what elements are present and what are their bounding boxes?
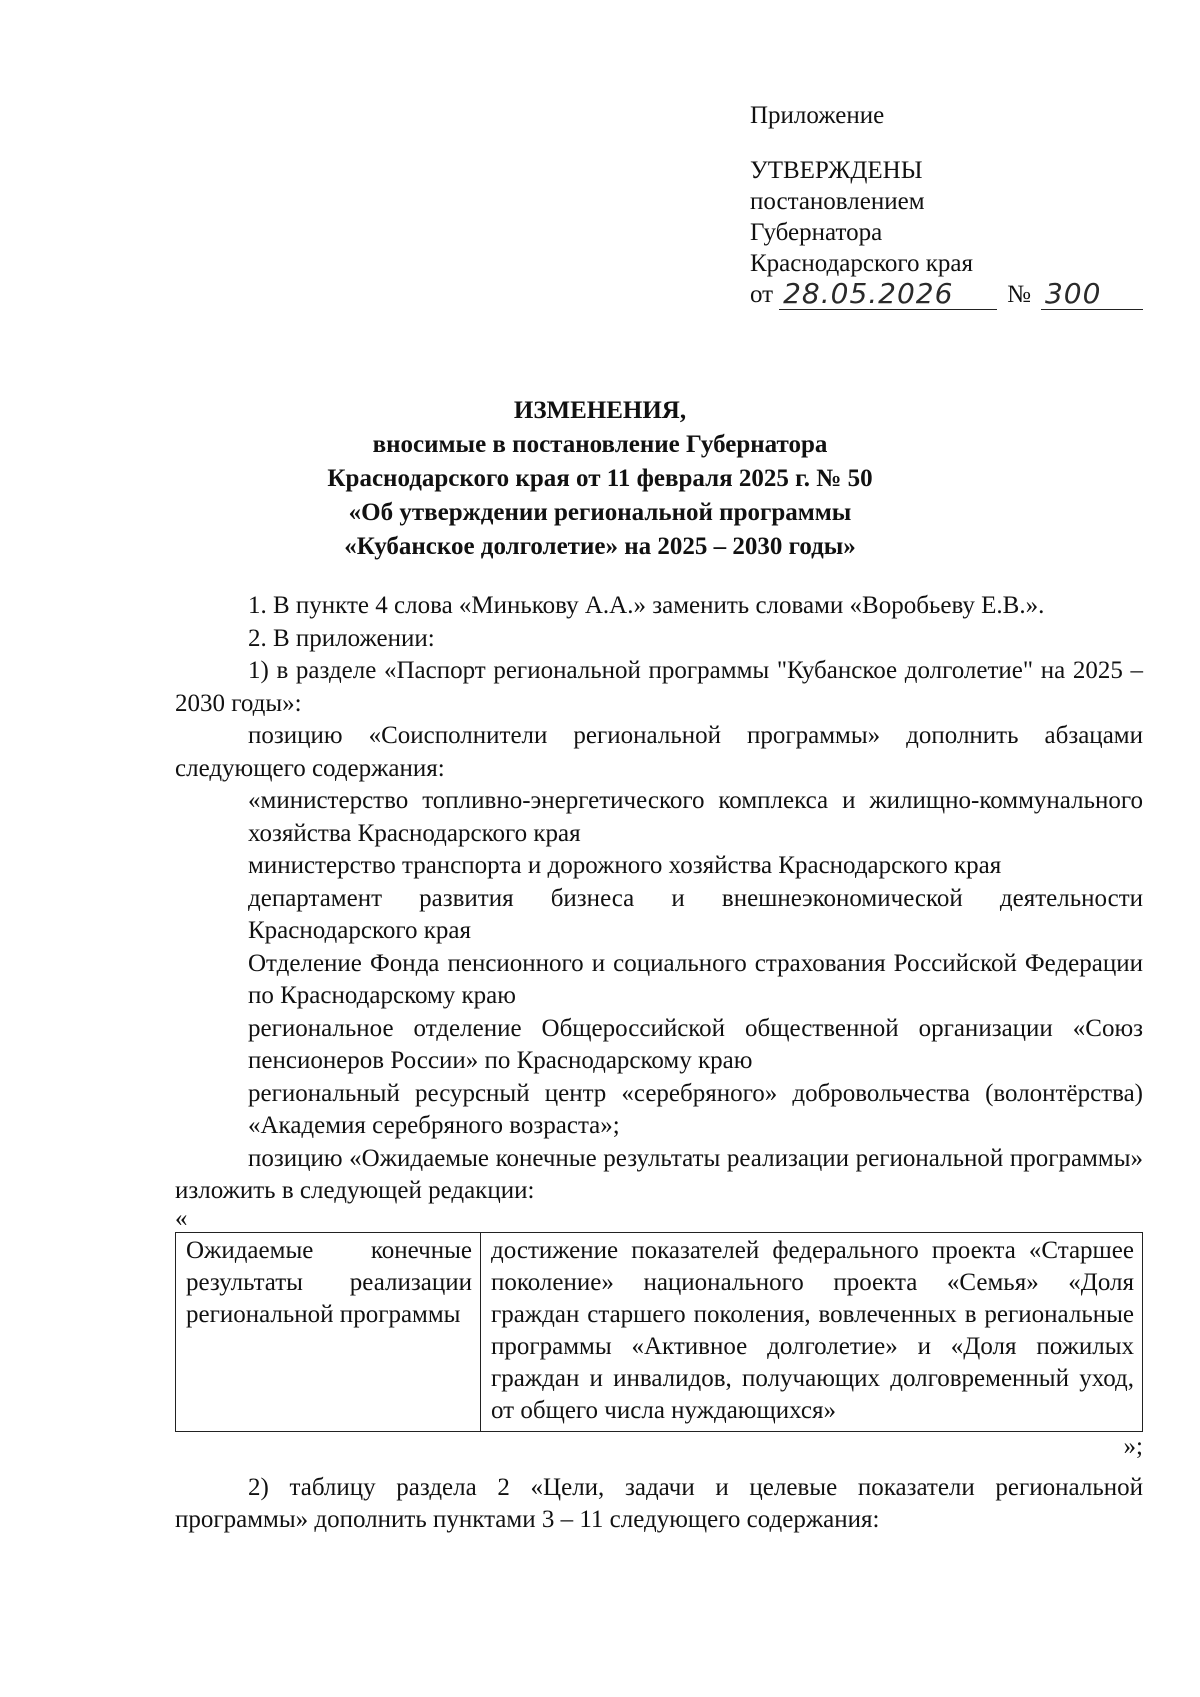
quoted-paragraph: региональный ресурсный центр «серебряного» добровольчества (волонтёрства) «Академия серебряного возраста»; <box>248 1079 1143 1139</box>
document-body <box>175 590 1143 1537</box>
from-label: от <box>750 281 774 308</box>
title-line-2: вносимые в постановление Губернатора <box>372 431 828 458</box>
title-line-5: «Кубанское долголетие» на 2025 – 2030 годы» <box>344 533 856 560</box>
title-line-1: ИЗМЕНЕНИЯ, <box>513 397 687 424</box>
quoted-paragraph: Отделение Фонда пенсионного и социального страхования Российской Федерации по Краснодарскому краю <box>248 949 1143 1009</box>
approval-line-1: постановлением <box>750 188 925 215</box>
appendix-label: Приложение <box>750 102 885 129</box>
handwritten-date: 28.05.2026 <box>779 279 997 310</box>
table-cell-value: достижение показателей федерального проекта «Старшее поколение» национального проекта «Семья» «Доля граждан старшего поколения, вовлеченных в региональные программы «Активное долголетие» и «Доля пожилых граждан и инвалидов, получающих долговременный уход, от общего числа нуждающихся» <box>481 1232 1143 1431</box>
approval-line-3: Краснодарского края <box>750 250 973 277</box>
quote-close-mark: »; <box>1123 1432 1143 1460</box>
table-row <box>176 1232 1143 1431</box>
date-number-line <box>750 279 1143 310</box>
document-title <box>0 394 1200 564</box>
quoted-paragraph: департамент развития бизнеса и внешнеэкономической деятельности Краснодарского края <box>248 884 1143 944</box>
paragraph: 2) таблицу раздела 2 «Цели, задачи и целевые показатели региональной программы» дополнить пунктами 3 – 11 следующего содержания: <box>175 1473 1143 1533</box>
quoted-paragraph: «министерство топливно-энергетического комплекса и жилищно-коммунального хозяйства Краснодарского края <box>248 787 1143 847</box>
paragraph: 2. В приложении: <box>248 624 435 652</box>
quoted-paragraph: региональное отделение Общероссийской общественной организации «Союз пенсионеров России» по Краснодарскому краю <box>248 1014 1143 1074</box>
paragraph: позицию «Ожидаемые конечные результаты реализации региональной программы» изложить в следующей редакции: <box>175 1144 1143 1204</box>
paragraph: позицию «Соисполнители региональной программы» дополнить абзацами следующего содержания: <box>175 722 1143 782</box>
approval-line-2: Губернатора <box>750 219 883 246</box>
title-line-4: «Об утверждении региональной программы <box>348 499 852 526</box>
table-cell-label: Ожидаемые конечные результаты реализации региональной программы <box>176 1232 481 1431</box>
paragraph: 1) в разделе «Паспорт региональной программы "Кубанское долголетие" на 2025 – 2030 годы»: <box>175 657 1143 717</box>
paragraph: 1. В пункте 4 слова «Минькову А.А.» заменить словами «Воробьеву Е.В.». <box>248 592 1045 619</box>
results-table <box>175 1232 1143 1432</box>
number-label: № <box>1007 281 1031 308</box>
handwritten-number: 300 <box>1041 279 1143 310</box>
approved-label: УТВЕРЖДЕНЫ <box>750 157 923 184</box>
approval-stamp <box>750 100 1143 310</box>
title-line-3: Краснодарского края от 11 февраля 2025 г. № 50 <box>327 465 873 492</box>
quote-open-mark: « <box>175 1204 188 1232</box>
quoted-paragraph: министерство транспорта и дорожного хозяйства Краснодарского края <box>248 852 1002 879</box>
